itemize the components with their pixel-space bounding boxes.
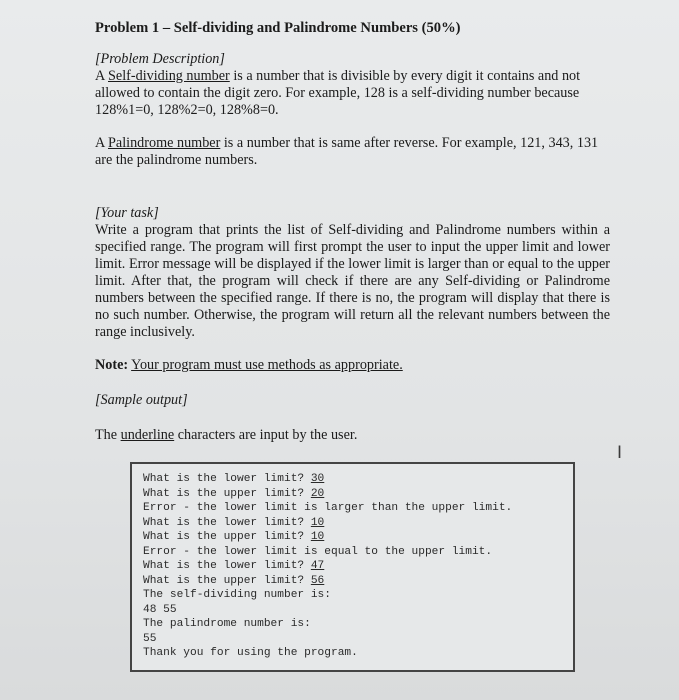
console-line bbox=[143, 545, 573, 560]
console-line bbox=[143, 559, 573, 574]
console-text: What is the lower limit? bbox=[143, 516, 311, 529]
p1-rest: is a number that is divisible by every digit it contains and not allowed to contain the digit zero. For example, 128 is a self-dividing number because 128%1=0, 128%2=0, 128%8=0. bbox=[95, 68, 581, 118]
console-text: 55 bbox=[143, 632, 157, 645]
console-text: What is the lower limit? bbox=[143, 560, 311, 572]
problem-title: Problem 1 – Self-dividing and Palindrome Numbers (50%) bbox=[95, 20, 461, 36]
sample-output-label: [Sample output] bbox=[95, 392, 188, 408]
underline-note-post: characters are input by the user. bbox=[174, 427, 358, 443]
document bbox=[95, 20, 610, 672]
sample-console-output bbox=[130, 462, 575, 672]
console-line bbox=[143, 501, 573, 516]
note-paragraph bbox=[95, 357, 610, 374]
self-dividing-term: Self-dividing number bbox=[108, 68, 230, 84]
console-text: What is the upper limit? bbox=[143, 531, 311, 543]
p2-intro: A bbox=[95, 135, 109, 151]
console-text: What is the upper limit? bbox=[143, 487, 311, 500]
p1-intro: A bbox=[95, 68, 109, 84]
self-dividing-paragraph bbox=[95, 68, 610, 119]
console-text: What is the upper limit? bbox=[143, 574, 311, 587]
problem-description-label: [Problem Description] bbox=[95, 51, 225, 67]
console-line bbox=[143, 487, 573, 502]
console-user-input: 30 bbox=[310, 473, 325, 485]
p2-rest: is a number that is same after reverse. For example, 121, 343, 131 are the palindrome numbers. bbox=[95, 135, 599, 168]
underline-term: underline bbox=[120, 427, 175, 443]
underline-note-pre: The bbox=[95, 427, 121, 443]
console-text: The palindrome number is: bbox=[143, 618, 311, 630]
console-user-input: 20 bbox=[310, 487, 325, 500]
your-task-label: [Your task] bbox=[95, 205, 159, 221]
console-line bbox=[143, 646, 573, 661]
palindrome-paragraph bbox=[95, 135, 610, 169]
note-label: Note: bbox=[95, 357, 129, 373]
console-line bbox=[143, 603, 573, 618]
console-text: What is the lower limit? bbox=[143, 473, 311, 485]
console-text: 48 55 bbox=[143, 603, 177, 616]
console-user-input: 10 bbox=[310, 516, 325, 529]
console-text: Error - the lower limit is equal to the upper limit. bbox=[143, 545, 493, 558]
console-line bbox=[143, 588, 573, 603]
console-line bbox=[143, 530, 573, 545]
palindrome-term: Palindrome number bbox=[108, 135, 221, 151]
console-line bbox=[143, 516, 573, 531]
note-text: Your program must use methods as appropriate. bbox=[131, 357, 403, 373]
console-text: Error - the lower limit is larger than the upper limit. bbox=[143, 502, 513, 514]
underline-note bbox=[95, 427, 610, 444]
console-user-input: 47 bbox=[310, 560, 325, 572]
text-cursor-icon: Ⅰ bbox=[617, 443, 623, 463]
console-line bbox=[143, 617, 573, 632]
console-user-input: 56 bbox=[310, 574, 325, 587]
console-line bbox=[143, 632, 573, 647]
console-text: Thank you for using the program. bbox=[143, 647, 358, 659]
your-task-paragraph: Write a program that prints the list of Self-dividing and Palindrome numbers within a specified range. The program will first prompt the user to input the upper limit and lower limit. Error message will be displayed if the lower limit is larger than or equal to the upper limit. After that, the program will check if there are any Self-dividing or Palindrome numbers between the specified range. If there is no, the program will display that there is no such number. Otherwise, the program will return all the relevant numbers between the range inclusively. bbox=[95, 222, 610, 340]
console-line bbox=[143, 472, 573, 487]
console-line bbox=[143, 574, 573, 589]
console-text: The self-dividing number is: bbox=[143, 589, 331, 601]
console-user-input: 10 bbox=[310, 531, 325, 543]
